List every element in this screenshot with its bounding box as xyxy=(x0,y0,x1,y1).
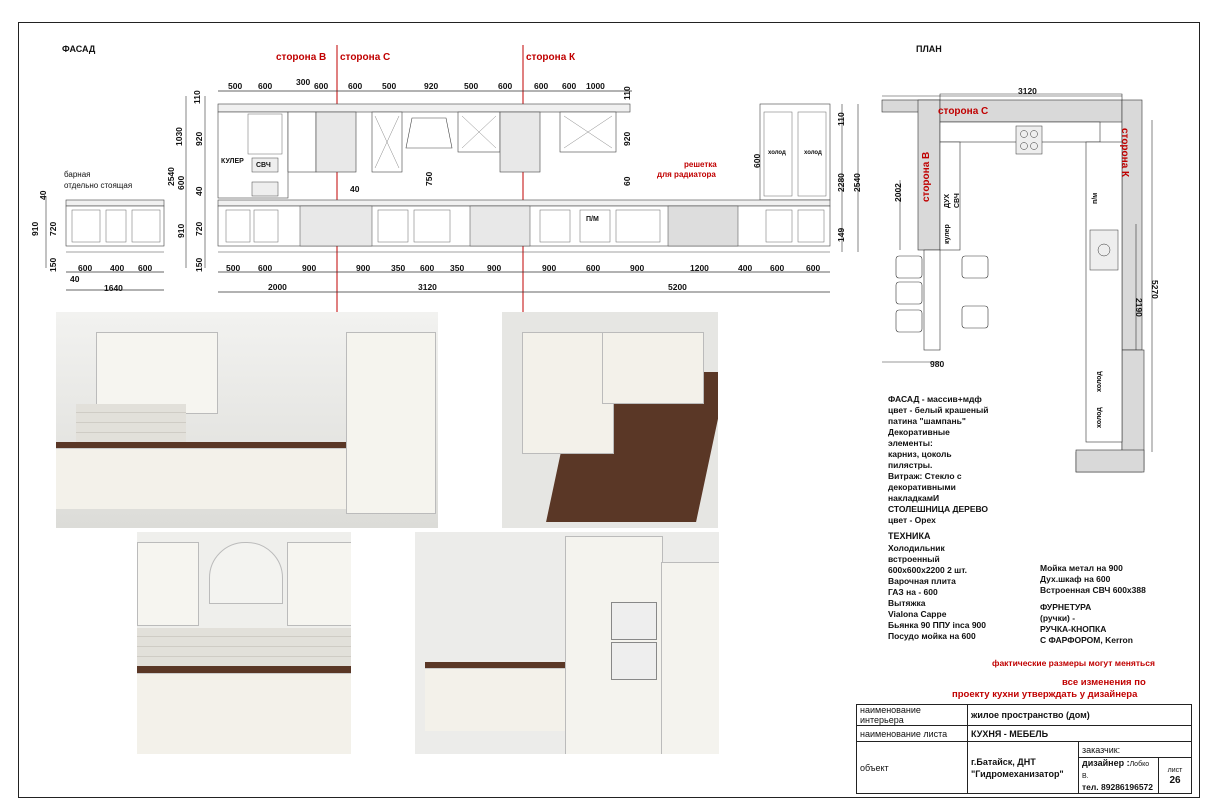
bar-dim-3: 600 xyxy=(138,263,153,273)
bar-label-1: барная xyxy=(64,170,91,179)
customer-label: заказчик: xyxy=(1079,742,1192,758)
bar-vdim-150: 150 xyxy=(48,257,58,272)
mid-dim-60: 60 xyxy=(622,176,632,186)
bottom-dim: 500 xyxy=(226,263,241,273)
bottom-dim: 350 xyxy=(391,263,406,273)
spec-line: 600х600х2200 2 шт. xyxy=(888,565,968,575)
designer-phone: тел. 89286196572 xyxy=(1082,782,1154,792)
spec-line: пилястры. xyxy=(888,460,933,470)
plan-label-holod-1: холод xyxy=(1096,371,1103,392)
total-dim-2: 3120 xyxy=(418,282,437,292)
bottom-dim: 900 xyxy=(302,263,317,273)
right-vdim-2280: 2280 xyxy=(836,173,846,192)
bottom-dim: 900 xyxy=(356,263,371,273)
warning-changes-1: все изменения по xyxy=(1062,677,1146,688)
spec-line: ФУРНЕТУРА xyxy=(1040,602,1092,612)
spec-line: накладкамИ xyxy=(888,493,940,503)
plan-title: ПЛАН xyxy=(916,44,942,54)
spec-line: декоративными xyxy=(888,482,956,492)
bottom-dim: 600 xyxy=(420,263,435,273)
plan-right-dim-2: 5270 xyxy=(1150,280,1160,299)
spec-line: Холодильник xyxy=(888,543,945,553)
grille-label-1: решетка xyxy=(684,160,717,169)
total-dim-3: 5200 xyxy=(668,282,687,292)
holod-label-1: холод xyxy=(768,150,786,156)
left-vdim-920: 920 xyxy=(194,131,204,146)
top-dim: 600 xyxy=(348,81,363,91)
tech-title: ТЕХНИКА xyxy=(888,531,931,541)
bar-vdim-910: 910 xyxy=(30,221,40,236)
top-dim: 600 xyxy=(534,81,549,91)
right-vdim-2540: 2540 xyxy=(852,173,862,192)
bar-vdim-720: 720 xyxy=(48,221,58,236)
render-view-3 xyxy=(137,532,351,754)
mid-dim-920: 920 xyxy=(622,131,632,146)
bottom-dim: 400 xyxy=(738,263,753,273)
render-view-1 xyxy=(56,312,438,528)
top-dim: 500 xyxy=(228,81,243,91)
left-vdim-110: 110 xyxy=(192,90,202,104)
spec-line: Встроенная СВЧ 600х388 xyxy=(1040,585,1146,595)
object-label: объект xyxy=(857,742,968,794)
spec-line: (ручки) - xyxy=(1040,613,1076,623)
bar-40-dim: 40 xyxy=(70,274,80,284)
interior-name-value: жилое пространство (дом) xyxy=(968,705,1192,726)
top-dim: 600 xyxy=(498,81,513,91)
facade-side-k: сторона К xyxy=(526,52,576,63)
spec-line: элементы: xyxy=(888,438,933,448)
spec-line: СТОЛЕШНИЦА ДЕРЕВО xyxy=(888,504,989,514)
mid-dim-600: 600 xyxy=(752,153,762,168)
object-value-line: г.Батайск, ДНТ xyxy=(971,756,1036,767)
bottom-dim: 900 xyxy=(630,263,645,273)
spec-line: встроенный xyxy=(888,554,940,564)
object-value xyxy=(968,742,1079,794)
plan-left-dim: 2002 xyxy=(893,183,903,202)
top-dim: 500 xyxy=(382,81,397,91)
cooler-label: КУЛЕР xyxy=(221,158,244,165)
spec-line: карниз, цоколь xyxy=(888,449,952,459)
plan-label-pm: п/м xyxy=(1092,192,1099,204)
left-vdim-720: 720 xyxy=(194,221,204,236)
mid-dim-110: 110 xyxy=(622,86,632,100)
spec-line: Vialona Cappe xyxy=(888,609,947,619)
spec-line: Бьянка 90 ППУ inca 900 xyxy=(888,620,987,630)
left-vdim-2540: 2540 xyxy=(166,167,176,186)
hardware-spec xyxy=(1040,602,1133,646)
tech-spec xyxy=(888,543,986,642)
top-dim: 600 xyxy=(314,81,329,91)
spec-line: Вытяжка xyxy=(888,598,926,608)
interior-name-label: наименование интерьера xyxy=(857,705,968,726)
spec-line: Декоративные xyxy=(888,427,950,437)
top-dim: 500 xyxy=(464,81,479,91)
left-vdim-1030: 1030 xyxy=(174,127,184,146)
bar-vdim-40: 40 xyxy=(38,190,48,200)
spec-line: ГАЗ на - 600 xyxy=(888,587,938,597)
spec-line: РУЧКА-КНОПКА xyxy=(1040,624,1107,634)
pm-label: П/М xyxy=(586,216,599,223)
spec-line: Варочная плита xyxy=(888,576,956,586)
right-vdim-149: 149 xyxy=(836,227,846,242)
bottom-dim: 1200 xyxy=(690,263,709,273)
sheet-number: 26 xyxy=(1169,774,1181,786)
bar-label-2: отдельно стоящая xyxy=(64,181,133,190)
holod-label-2: холод xyxy=(804,150,822,156)
bottom-dim: 600 xyxy=(586,263,601,273)
countertop-spec xyxy=(888,504,988,526)
plan-side-k: сторона К xyxy=(1119,128,1130,178)
spec-line: Посудо мойка на 600 xyxy=(888,631,976,641)
plan-label-svch: СВЧ xyxy=(954,193,961,208)
designer-label: дизайнер : xyxy=(1082,758,1130,768)
svch-label: СВЧ xyxy=(256,162,271,169)
warning-sizes: фактические размеры могут меняться xyxy=(992,658,1155,668)
plan-label-cooler: кулер xyxy=(944,224,951,244)
object-value-line: "Гидромеханизатор" xyxy=(971,768,1064,779)
bottom-dim: 350 xyxy=(450,263,465,273)
left-vdim-910: 910 xyxy=(176,223,186,238)
sheet-number-cell xyxy=(1159,758,1192,794)
plan-bar-dim: 980 xyxy=(930,359,945,369)
spec-line: цвет - белый крашеный xyxy=(888,405,989,415)
plan-label-dukh: ДУХ xyxy=(944,193,951,208)
title-block xyxy=(856,704,1192,794)
mid-dim-40: 40 xyxy=(350,184,360,194)
bar-total-dim: 1640 xyxy=(104,283,123,293)
plan-right-dim-1: 2190 xyxy=(1134,298,1144,317)
designer-name: Лобко В. xyxy=(1082,761,1150,780)
tech-right-spec xyxy=(1040,563,1146,596)
bar-dim-1: 600 xyxy=(78,263,93,273)
facade-title: ФАСАД xyxy=(62,44,96,54)
right-vdim-110: 110 xyxy=(836,112,846,126)
left-vdim-150: 150 xyxy=(194,257,204,272)
bottom-dim: 600 xyxy=(770,263,785,273)
top-dim: 920 xyxy=(424,81,439,91)
left-vdim-40: 40 xyxy=(194,186,204,196)
bottom-dim: 600 xyxy=(806,263,821,273)
spec-line: ФАСАД - массив+мдф xyxy=(888,394,982,404)
facade-spec xyxy=(888,394,989,504)
spec-line: С ФАРФОРОМ, Kerron xyxy=(1040,635,1133,645)
plan-side-b: сторона В xyxy=(921,151,932,202)
spec-line: Витраж: Стекло с xyxy=(888,471,962,481)
bottom-dim: 600 xyxy=(258,263,273,273)
facade-side-c: сторона С xyxy=(340,52,391,63)
grille-label-2: для радиатора xyxy=(657,170,716,179)
top-dim: 600 xyxy=(258,81,273,91)
designer-cell xyxy=(1079,758,1159,794)
total-dim-1: 2000 xyxy=(268,282,287,292)
spec-line: Мойка метал на 900 xyxy=(1040,563,1123,573)
spec-line: цвет - Орех xyxy=(888,515,936,525)
bottom-dim: 900 xyxy=(487,263,502,273)
sheet-label: лист xyxy=(1167,766,1183,774)
top-dim: 300 xyxy=(296,77,311,87)
plan-label-holod-2: холод xyxy=(1096,407,1103,428)
render-view-2 xyxy=(502,312,718,528)
sheet-name-value: КУХНЯ - МЕБЕЛЬ xyxy=(968,726,1192,742)
left-vdim-600: 600 xyxy=(176,175,186,190)
sheet-name-label: наименование листа xyxy=(857,726,968,742)
top-dim: 1000 xyxy=(586,81,605,91)
top-dim: 600 xyxy=(562,81,577,91)
facade-side-b: сторона В xyxy=(276,52,327,63)
warning-changes-2: проекту кухни утверждать у дизайнера xyxy=(952,689,1138,700)
bar-dim-2: 400 xyxy=(110,263,125,273)
render-view-4 xyxy=(415,532,719,754)
spec-line: патина "шампань" xyxy=(888,416,966,426)
mid-dim-750: 750 xyxy=(424,171,434,186)
bottom-dim: 900 xyxy=(542,263,557,273)
plan-side-c: сторона С xyxy=(938,106,989,117)
spec-line: Дух.шкаф на 600 xyxy=(1040,574,1111,584)
plan-top-dim: 3120 xyxy=(1018,86,1037,96)
